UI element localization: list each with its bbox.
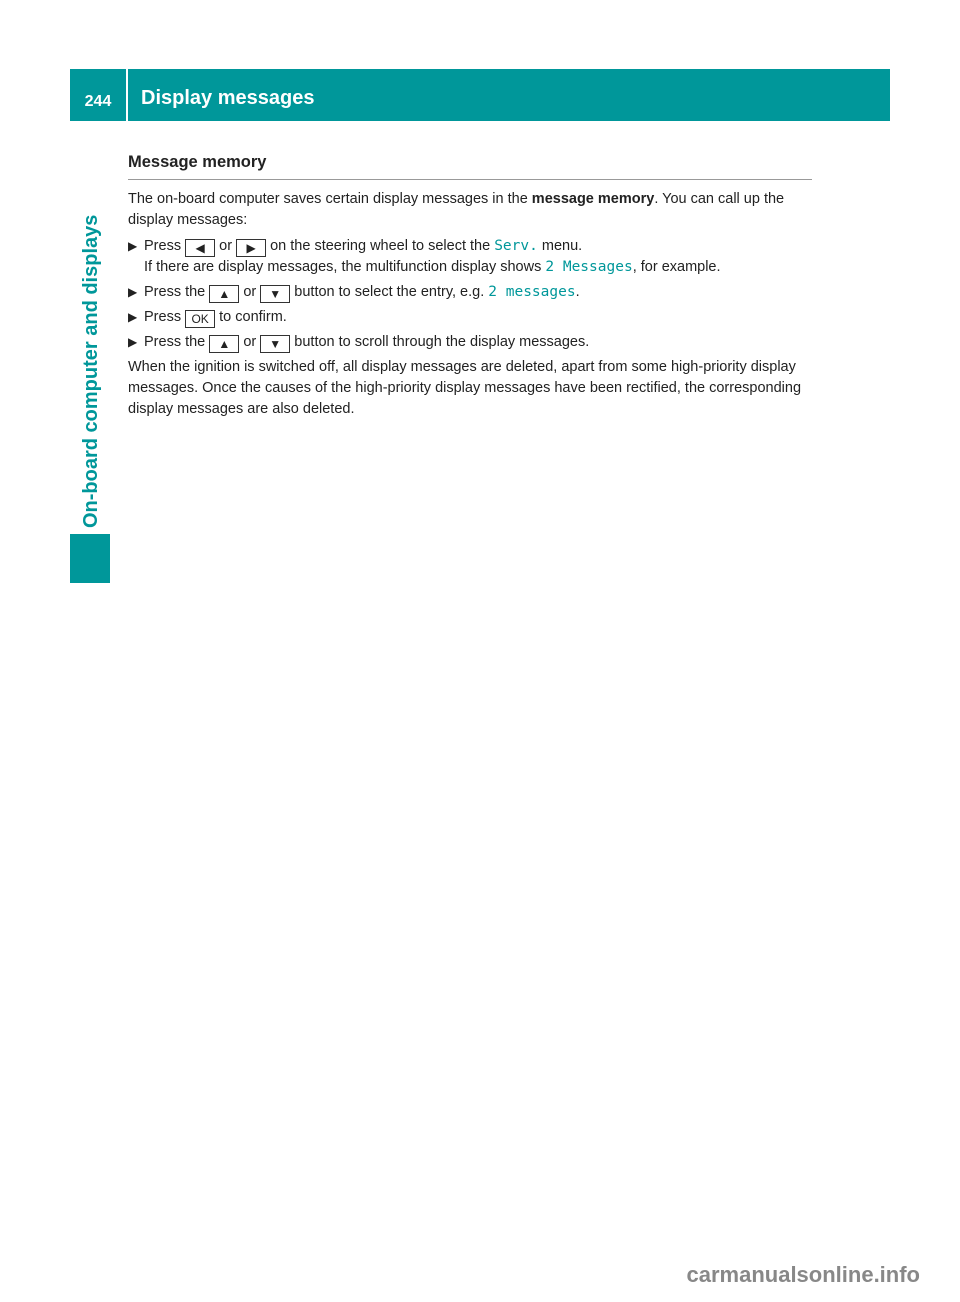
footer-watermark: carmanualsonline.info [686, 1262, 920, 1287]
step-arrow-icon: ▶ [128, 310, 138, 324]
header-divider [126, 69, 128, 121]
step-1: ▶ Press ◀ or ▶ on the steering wheel to select the Serv. menu. If there are display messages, the multifunction display shows 2 Messages, for example. [128, 238, 721, 275]
step-3: ▶ Press OK to confirm. [128, 309, 287, 326]
side-tab-block [70, 534, 110, 583]
display-text-2-messages-entry: 2 messages [488, 284, 576, 300]
display-text-2-messages: 2 Messages [545, 259, 633, 275]
main-content [128, 152, 812, 425]
left-arrow-key-icon: ◀ [185, 239, 215, 257]
step-arrow-icon: ▶ [128, 239, 138, 253]
page-title: Display messages [141, 87, 315, 109]
section-title: Message memory [128, 152, 812, 180]
display-text-serv: Serv. [494, 238, 538, 254]
outro-paragraph: When the ignition is switched off, all display messages are deleted, apart from some high-priority display messages. Once the causes of the high-priority display messages have been rectified, the corresponding display messages are also deleted. [128, 359, 802, 417]
step-arrow-icon: ▶ [128, 335, 138, 349]
up-arrow-key-icon: ▲ [209, 335, 239, 353]
up-arrow-key-icon: ▲ [209, 285, 239, 303]
page-number: 244 [84, 93, 112, 110]
ok-key-icon: OK [185, 310, 215, 328]
down-arrow-key-icon: ▼ [260, 335, 290, 353]
step-4: ▶ Press the ▲ or ▼ button to scroll through the display messages. [128, 334, 590, 351]
step-2: ▶ Press the ▲ or ▼ button to select the entry, e.g. 2 messages. [128, 284, 580, 301]
right-arrow-key-icon: ▶ [236, 239, 266, 257]
intro-paragraph: The on-board computer saves certain display messages in the message memory. You can call up the display messages: [128, 191, 785, 228]
step-arrow-icon: ▶ [128, 285, 138, 299]
side-section-label: On-board computer and displays [80, 214, 102, 528]
down-arrow-key-icon: ▼ [260, 285, 290, 303]
